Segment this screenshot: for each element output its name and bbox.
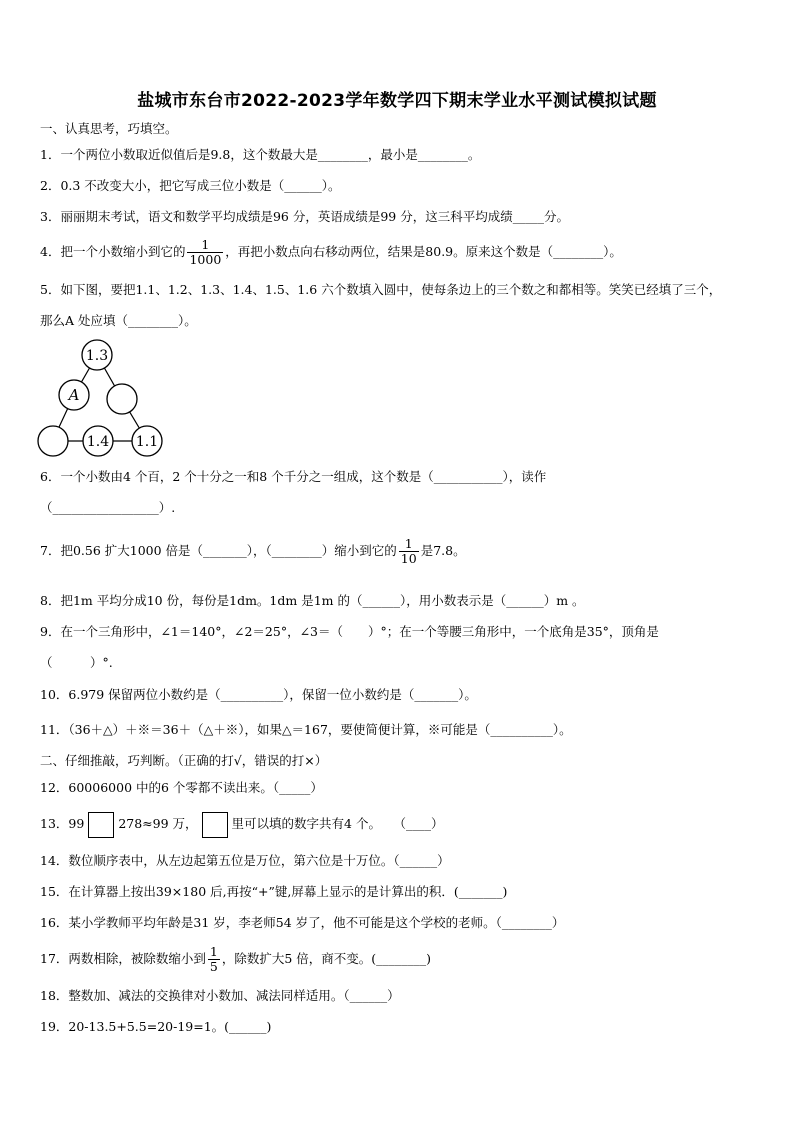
question-7 (40, 535, 466, 567)
fraction-denominator: 10 (400, 551, 417, 566)
fraction-denominator: 1000 (189, 252, 222, 267)
question-17 (40, 943, 431, 975)
circle-right-empty (107, 384, 137, 414)
question-12: 12．60006000 中的6 个零都不读出来。（_____） (40, 780, 323, 795)
question-11: 11．（36＋△）＋※＝36＋（△＋※），如果△＝167，要使简便计算，※可能是（__________）。 (40, 722, 572, 737)
question-9-line-1: 9．在一个三角形中，∠1＝140°，∠2＝25°，∠3＝（ ）°；在一个等腰三角形中，一个底角是35°，顶角是 (40, 624, 659, 639)
fraction-denominator: 5 (209, 959, 218, 974)
figure-label-a: A (68, 386, 80, 404)
circle-bottom-left-empty (38, 426, 68, 456)
answer-box (202, 812, 228, 838)
page-title: 盐城市东台市2022-2023学年数学四下期末学业水平测试模拟试题 (137, 91, 657, 111)
question-19: 19．20-13.5+5.5=20-19=1。(______) (40, 1019, 272, 1034)
question-5-line-1: 5．如下图，要把1.1、1.2、1.3、1.4、1.5、1.6 六个数填入圆中，使每条边上的三个数之和都相等。笑笑已经填了三个， (40, 282, 722, 297)
question-1: 1．一个两位小数取近似值后是9.8，这个数最大是________，最小是________。 (40, 147, 481, 162)
question-9-line-2: （ ）°. (40, 655, 113, 670)
question-17-suffix: ，除数扩大5 倍，商不变。(________) (221, 951, 432, 966)
question-4-prefix: 4．把一个小数缩小到它的 (40, 244, 186, 259)
fraction-1-10 (399, 537, 419, 566)
triangle-circle-figure (34, 338, 166, 460)
question-13-suffix: 里可以填的数字共有4 个。 （____） (231, 816, 444, 831)
section-heading-fill: 一、认真思考，巧填空。 (40, 121, 178, 136)
question-2: 2．0.3 不改变大小，把它写成三位小数是（______）。 (40, 178, 341, 193)
question-14: 14．数位顺序表中，从左边起第五位是万位，第六位是十万位。（______） (40, 853, 450, 868)
question-16: 16．某小学教师平均年龄是31 岁，李老师54 岁了，他不可能是这个学校的老师。（________） (40, 915, 565, 930)
answer-box (88, 812, 114, 838)
question-5-line-2: 那么A 处应填（________）。 (40, 313, 197, 328)
figure-label-bottom-mid: 1.4 (86, 434, 110, 450)
question-3: 3．丽丽期末考试，语文和数学平均成绩是96 分，英语成绩是99 分，这三科平均成绩_____分。 (40, 209, 569, 224)
question-8: 8．把1m 平均分成10 份，每份是1dm。1dm 是1m 的（______），用小数表示是（______）m 。 (40, 593, 585, 608)
fraction-numerator: 1 (209, 944, 218, 959)
question-6-line-1: 6．一个小数由4 个百，2 个十分之一和8 个千分之一组成，这个数是（___________），读作 (40, 469, 547, 484)
fraction-numerator: 1 (187, 238, 223, 253)
question-6-line-2: （_________________）. (40, 500, 176, 515)
fraction-1-5 (208, 945, 220, 974)
question-15: 15．在计算器上按出39×180 后,再按“+”键,屏幕上显示的是计算出的积．(_______) (40, 884, 508, 899)
question-4 (40, 236, 622, 268)
figure-label-top: 1.3 (85, 348, 109, 364)
question-17-prefix: 17．两数相除，被除数缩小到 (40, 951, 206, 966)
question-13 (40, 811, 443, 838)
question-13-middle: 278≈99 万， (118, 816, 198, 831)
fraction-numerator: 1 (399, 537, 419, 552)
question-7-suffix: 是7.8。 (420, 543, 466, 558)
question-7-prefix: 7．把0.56 扩大1000 倍是（_______），（________）缩小到它的 (40, 543, 397, 558)
question-4-suffix: ，再把小数点向右移动两位，结果是80.9。原来这个数是（________）。 (225, 244, 622, 259)
section-heading-judge: 二、仔细推敲，巧判断。（正确的打√，错误的打×） (40, 753, 328, 768)
question-13-prefix: 13．99 (40, 816, 85, 831)
fraction-1-1000 (187, 238, 223, 267)
question-18: 18．整数加、减法的交换律对小数加、减法同样适用。（______） (40, 988, 400, 1003)
question-10: 10．6.979 保留两位小数约是（__________），保留一位小数约是（_______）。 (40, 687, 477, 702)
figure-label-bottom-right: 1.1 (135, 434, 159, 450)
